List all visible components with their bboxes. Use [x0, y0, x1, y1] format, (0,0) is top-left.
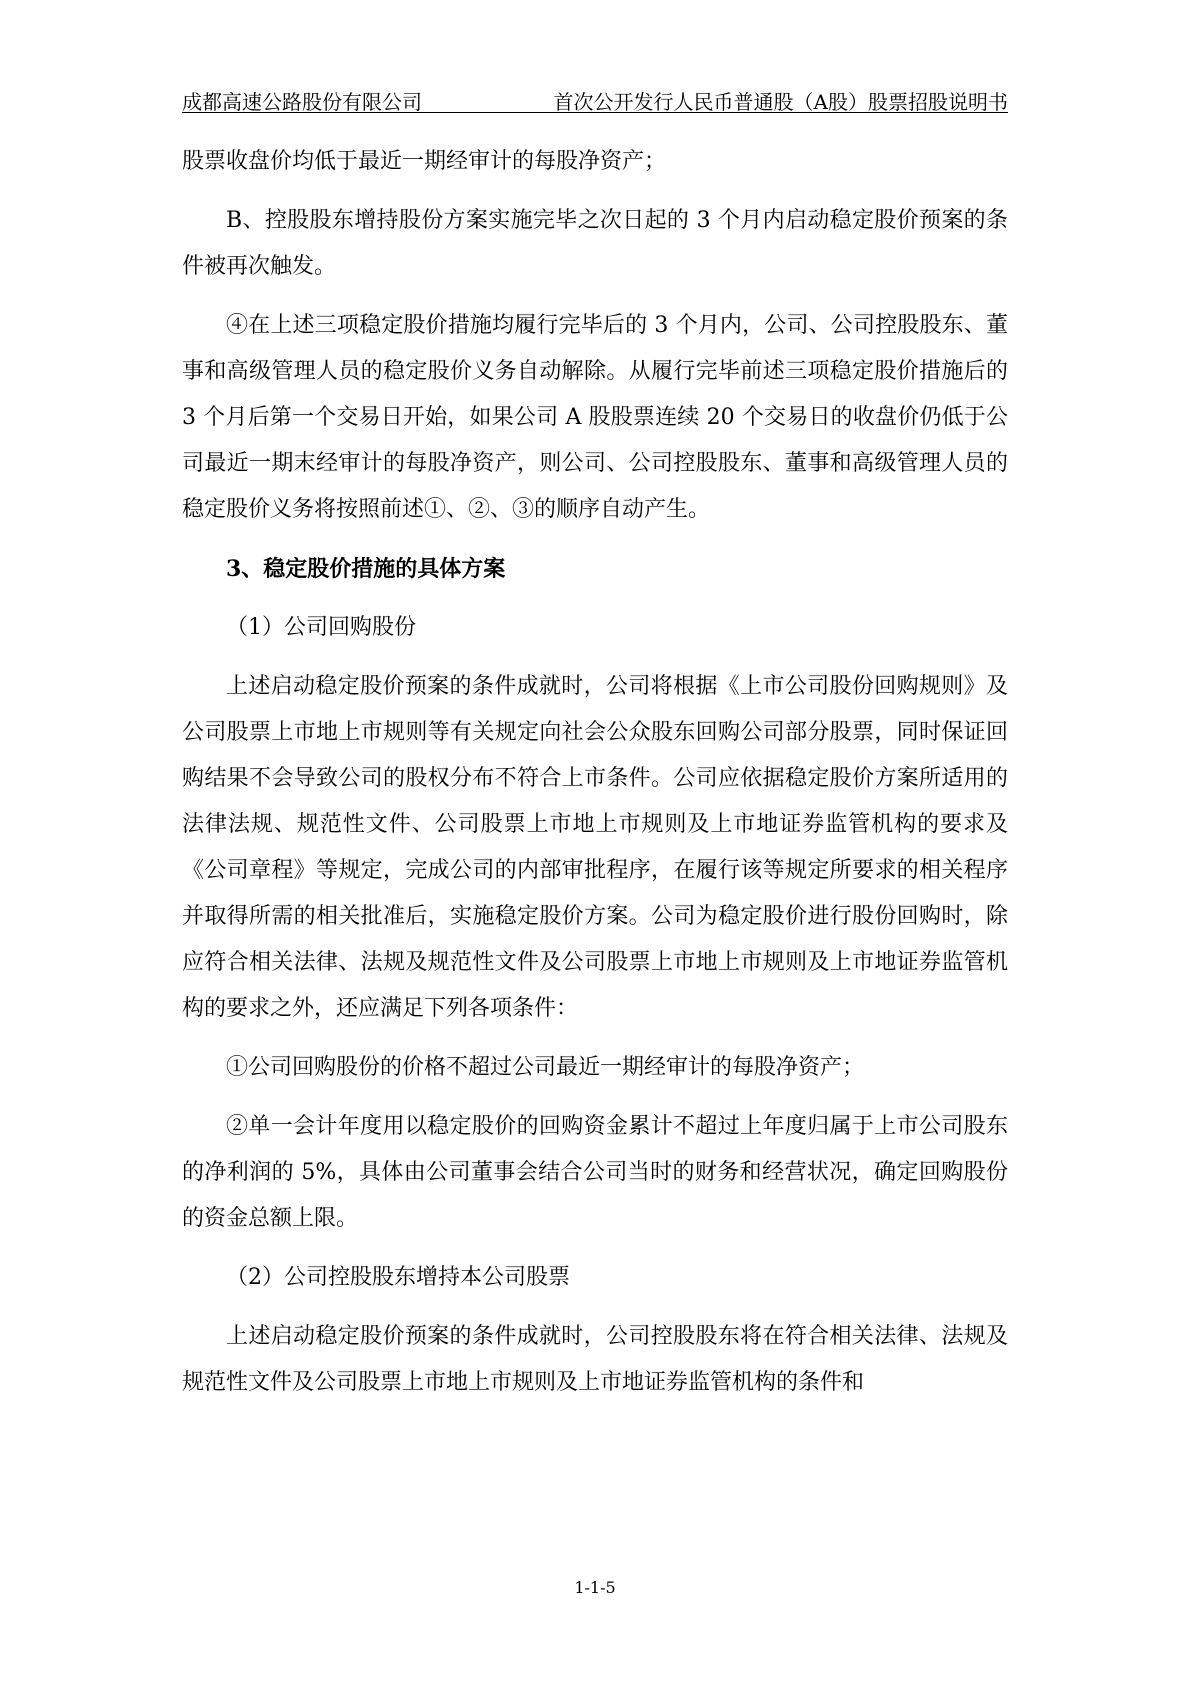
header-company-name: 成都高速公路股份有限公司 — [182, 90, 422, 114]
paragraph-condition-2: ②单一会计年度用以稳定股价的回购资金累计不超过上年度归属于上市公司股东的净利润的 5%，具体由公司董事会结合公司当时的财务和经营状况，确定回购股份的资金总额上限。 — [182, 1114, 1008, 1231]
page-header — [182, 76, 1008, 113]
paragraph-buyback: 上述启动稳定股价预案的条件成就时，公司将根据《上市公司股份回购规则》及公司股票上市地上市规则等有关规定向社会公众股东回购公司部分股票，同时保证回购结果不会导致公司的股权分布不符合上市条件。公司应依据稳定股价方案所适用的法律法规、规范性文件、公司股票上市地上市规则及上市地证券监管机构的要求及《公司章程》等规定，完成公司的内部审批程序，在履行该等规定所要求的相关程序并取得所需的相关批准后，实施稳定股价方案。公司为稳定股价进行股份回购时，除应符合相关法律、法规及规范性文件及公司股票上市地上市规则及上市地证券监管机构的要求之外，还应满足下列各项条件： — [182, 674, 1008, 1021]
section-heading: 3、稳定股价措施的具体方案 — [226, 556, 506, 582]
header-document-title: 首次公开发行人民币普通股（A股）股票招股说明书 — [553, 90, 1008, 114]
document-body — [182, 139, 1008, 1419]
paragraph-condition-1: ①公司回购股份的价格不超过公司最近一期经审计的每股净资产； — [226, 1055, 865, 1080]
paragraph-continuation: 股票收盘价均低于最近一期经审计的每股净资产； — [182, 149, 667, 174]
subsection-heading-2: （2）公司控股股东增持本公司股票 — [226, 1265, 570, 1290]
page-number: 1-1-5 — [574, 1578, 616, 1597]
paragraph-condition-b: B、控股股东增持股份方案实施完毕之次日起的 3 个月内启动稳定股价预案的条件被再次触发。 — [182, 208, 1008, 279]
subsection-heading-1: （1）公司回购股份 — [226, 615, 416, 640]
paragraph-item-4: ④在上述三项稳定股价措施均履行完毕后的 3 个月内，公司、公司控股股东、董事和高级管理人员的稳定股价义务自动解除。从履行完毕前述三项稳定股价措施后的 3 个月后第一个交易日开始，如果公司 A 股股票连续 20 个交易日的收盘价仍低于公司最近一期末经审计的每股净资产，则公司、公司控股股东、董事和高级管理人员的稳定股价义务将按照前述①、②、③的顺序自动产生。 — [182, 313, 1008, 522]
paragraph-shareholder-increase: 上述启动稳定股价预案的条件成就时，公司控股股东将在符合相关法律、法规及规范性文件及公司股票上市地上市规则及上市地证券监管机构的条件和 — [182, 1324, 1008, 1395]
